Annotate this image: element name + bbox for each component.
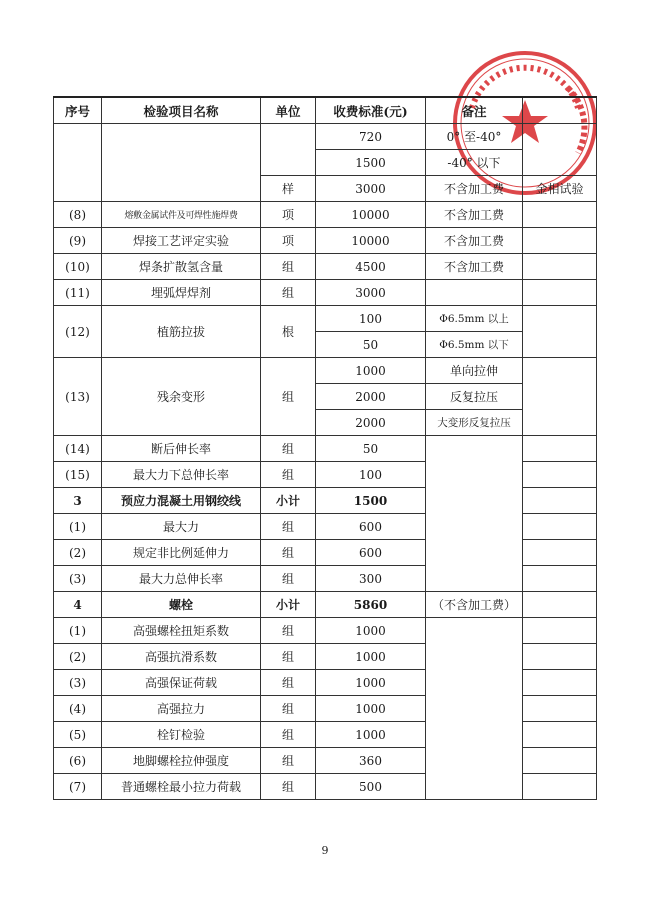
cell-no (54, 124, 102, 202)
cell-unit: 组 (261, 540, 316, 566)
header-remark: 备注 (426, 97, 523, 124)
cell-unit: 组 (261, 462, 316, 488)
cell-remark: Φ6.5mm 以下 (426, 332, 523, 358)
cell-extra (523, 124, 597, 176)
cell-fee: 2000 (316, 410, 426, 436)
cell-no: (11) (54, 280, 102, 306)
cell-fee: 3000 (316, 280, 426, 306)
cell-name: 焊条扩散氢含量 (102, 254, 261, 280)
cell-fee: 1500 (316, 488, 426, 514)
cell-unit: 项 (261, 228, 316, 254)
cell-unit: 组 (261, 748, 316, 774)
cell-remark: 不含加工费 (426, 228, 523, 254)
cell-fee: 360 (316, 748, 426, 774)
cell-no: (15) (54, 462, 102, 488)
cell-unit: 小计 (261, 488, 316, 514)
cell-no: 3 (54, 488, 102, 514)
cell-extra (523, 592, 597, 618)
cell-remark: （不含加工费） (426, 592, 523, 618)
cell-unit: 小计 (261, 592, 316, 618)
cell-unit: 组 (261, 644, 316, 670)
cell-remark (426, 618, 523, 800)
cell-remark (426, 436, 523, 592)
cell-extra (523, 514, 597, 540)
header-extra (523, 97, 597, 124)
cell-no: (4) (54, 696, 102, 722)
cell-no: (2) (54, 540, 102, 566)
cell-extra: 金相试验 (523, 176, 597, 202)
cell-name: 高强抗滑系数 (102, 644, 261, 670)
cell-remark: 不含加工费 (426, 176, 523, 202)
cell-fee: 600 (316, 540, 426, 566)
cell-fee: 300 (316, 566, 426, 592)
table-row (54, 124, 597, 150)
cell-extra (523, 436, 597, 462)
cell-unit: 组 (261, 722, 316, 748)
cell-remark: -40° 以下 (426, 150, 523, 176)
cell-extra (523, 254, 597, 280)
cell-name: 螺栓 (102, 592, 261, 618)
cell-fee: 50 (316, 436, 426, 462)
cell-extra (523, 748, 597, 774)
cell-extra (523, 540, 597, 566)
cell-name: 焊接工艺评定实验 (102, 228, 261, 254)
cell-name: 熔敷金属试件及可焊性施焊费 (102, 202, 261, 228)
table-row (54, 254, 597, 280)
cell-no: (13) (54, 358, 102, 436)
cell-no: (14) (54, 436, 102, 462)
cell-unit: 组 (261, 280, 316, 306)
cell-extra (523, 280, 597, 306)
section-row (54, 592, 597, 618)
cell-name: 高强保证荷载 (102, 670, 261, 696)
cell-name: 埋弧焊焊剂 (102, 280, 261, 306)
cell-name: 残余变形 (102, 358, 261, 436)
cell-fee: 1000 (316, 722, 426, 748)
cell-remark (426, 280, 523, 306)
header-item-name: 检验项目名称 (102, 97, 261, 124)
cell-no: (5) (54, 722, 102, 748)
table-row (54, 358, 597, 384)
cell-remark: 大变形反复拉压 (426, 410, 523, 436)
cell-remark: 不含加工费 (426, 254, 523, 280)
cell-name: 断后伸长率 (102, 436, 261, 462)
cell-fee: 600 (316, 514, 426, 540)
cell-name: 普通螺栓最小拉力荷载 (102, 774, 261, 800)
cell-unit: 组 (261, 566, 316, 592)
cell-extra (523, 566, 597, 592)
cell-fee: 50 (316, 332, 426, 358)
cell-extra (523, 202, 597, 228)
cell-fee: 10000 (316, 202, 426, 228)
cell-extra (523, 696, 597, 722)
header-unit: 单位 (261, 97, 316, 124)
cell-fee: 720 (316, 124, 426, 150)
cell-name: 最大力下总伸长率 (102, 462, 261, 488)
cell-no: (7) (54, 774, 102, 800)
cell-no: (12) (54, 306, 102, 358)
cell-extra (523, 722, 597, 748)
cell-extra (523, 228, 597, 254)
table-row (54, 202, 597, 228)
cell-remark: 反复拉压 (426, 384, 523, 410)
cell-name: 规定非比例延伸力 (102, 540, 261, 566)
cell-unit: 组 (261, 514, 316, 540)
cell-fee: 100 (316, 462, 426, 488)
cell-fee: 1000 (316, 670, 426, 696)
cell-name: 高强螺栓扭矩系数 (102, 618, 261, 644)
cell-fee: 5860 (316, 592, 426, 618)
cell-unit: 组 (261, 254, 316, 280)
cell-extra (523, 618, 597, 644)
cell-remark: 0° 至-40° (426, 124, 523, 150)
cell-unit: 样 (261, 176, 316, 202)
table-row (54, 280, 597, 306)
cell-fee: 1500 (316, 150, 426, 176)
cell-no: (3) (54, 566, 102, 592)
cell-no: (3) (54, 670, 102, 696)
cell-name: 栓钉检验 (102, 722, 261, 748)
cell-no: 4 (54, 592, 102, 618)
cell-no: (6) (54, 748, 102, 774)
cell-unit: 组 (261, 774, 316, 800)
cell-no: (1) (54, 514, 102, 540)
cell-name (102, 124, 261, 202)
cell-unit: 根 (261, 306, 316, 358)
cell-name: 地脚螺栓拉伸强度 (102, 748, 261, 774)
table-header-row (54, 97, 597, 124)
cell-fee: 1000 (316, 358, 426, 384)
cell-fee: 3000 (316, 176, 426, 202)
fee-table (53, 96, 597, 800)
cell-no: (2) (54, 644, 102, 670)
cell-name: 植筋拉拔 (102, 306, 261, 358)
cell-extra (523, 488, 597, 514)
cell-fee: 1000 (316, 618, 426, 644)
cell-fee: 500 (316, 774, 426, 800)
page-number: 9 (321, 844, 329, 857)
cell-unit: 组 (261, 696, 316, 722)
header-no: 序号 (54, 97, 102, 124)
cell-fee: 4500 (316, 254, 426, 280)
cell-extra (523, 462, 597, 488)
table-row (54, 306, 597, 332)
cell-fee: 1000 (316, 696, 426, 722)
cell-no: (1) (54, 618, 102, 644)
table-row (54, 228, 597, 254)
cell-fee: 100 (316, 306, 426, 332)
table-row (54, 436, 597, 462)
cell-unit: 组 (261, 670, 316, 696)
cell-fee: 2000 (316, 384, 426, 410)
cell-name: 预应力混凝土用钢绞线 (102, 488, 261, 514)
cell-name: 最大力 (102, 514, 261, 540)
cell-remark: Φ6.5mm 以上 (426, 306, 523, 332)
cell-extra (523, 358, 597, 436)
cell-no: (10) (54, 254, 102, 280)
cell-extra (523, 306, 597, 358)
cell-fee: 10000 (316, 228, 426, 254)
cell-no: (8) (54, 202, 102, 228)
cell-unit: 组 (261, 436, 316, 462)
cell-name: 高强拉力 (102, 696, 261, 722)
cell-extra (523, 644, 597, 670)
cell-extra (523, 670, 597, 696)
cell-no: (9) (54, 228, 102, 254)
cell-remark: 单向拉伸 (426, 358, 523, 384)
cell-unit: 项 (261, 202, 316, 228)
cell-unit: 组 (261, 358, 316, 436)
cell-unit (261, 124, 316, 176)
header-fee: 收费标准(元) (316, 97, 426, 124)
cell-name: 最大力总伸长率 (102, 566, 261, 592)
cell-extra (523, 774, 597, 800)
cell-remark: 不含加工费 (426, 202, 523, 228)
cell-fee: 1000 (316, 644, 426, 670)
cell-unit: 组 (261, 618, 316, 644)
table-row (54, 618, 597, 644)
